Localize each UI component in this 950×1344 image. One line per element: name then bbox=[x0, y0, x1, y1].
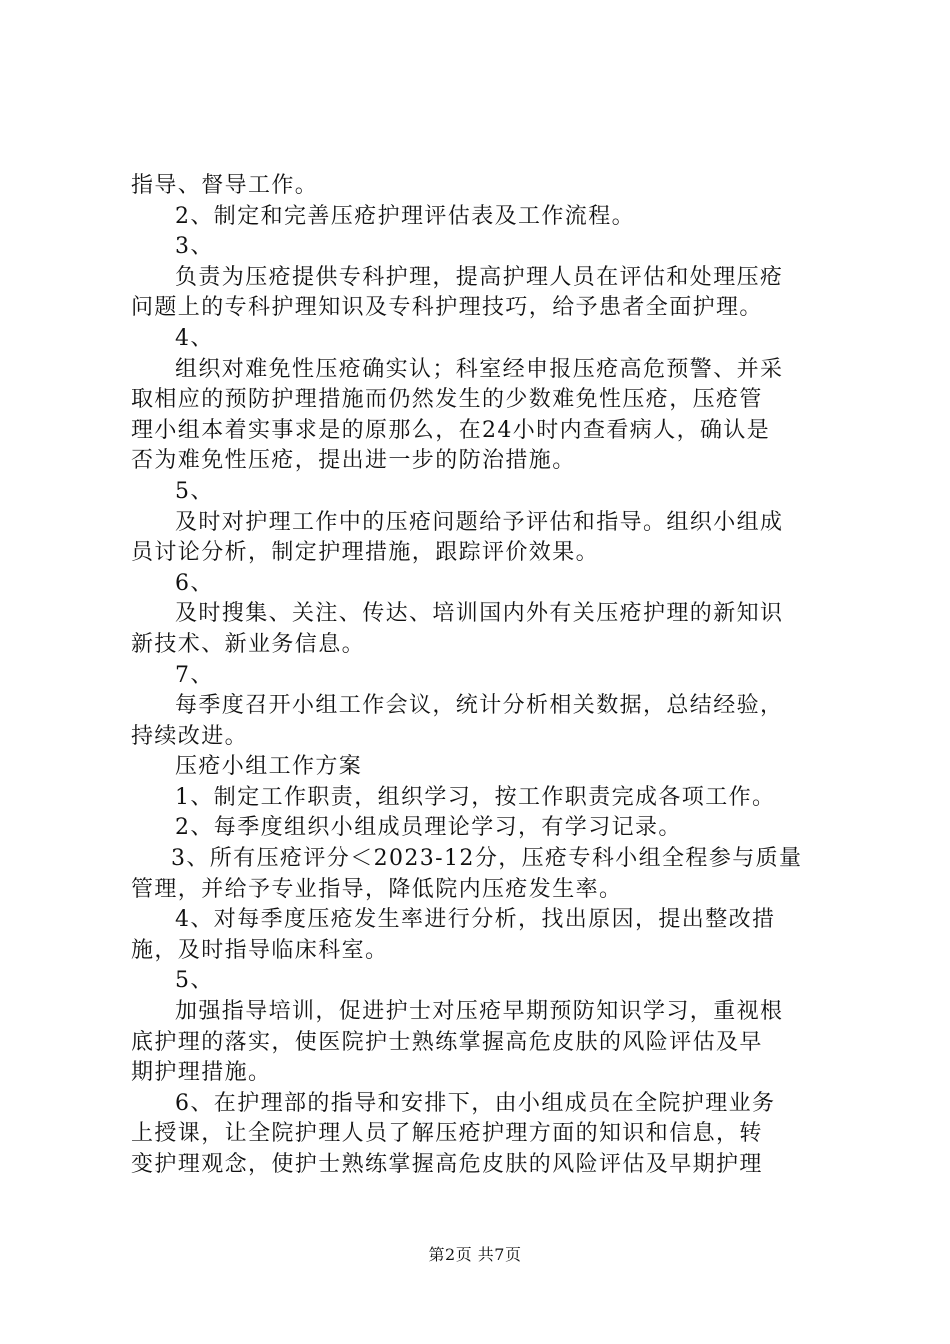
text-line: 组织对难免性压疮确实认；科室经申报压疮高危预警、并采 bbox=[175, 356, 784, 382]
text-line: 5、 bbox=[175, 968, 214, 994]
text-line: 6、在护理部的指导和安排下，由小组成员在全院护理业务 bbox=[175, 1090, 776, 1116]
text-line: 上授课，让全院护理人员了解压疮护理方面的知识和信息，转 bbox=[131, 1121, 763, 1147]
section-heading: 压疮小组工作方案 bbox=[175, 754, 363, 780]
text-line: 及时搜集、关注、传达、培训国内外有关压疮护理的新知识 bbox=[175, 601, 784, 627]
text-line: 1、制定工作职责，组织学习，按工作职责完成各项工作。 bbox=[175, 784, 776, 810]
text-line: 否为难免性压疮，提出进一步的防治措施。 bbox=[131, 448, 576, 474]
text-line: 指导、督导工作。 bbox=[131, 173, 319, 198]
text-line: 加强指导培训，促进护士对压疮早期预防知识学习，重视根 bbox=[175, 999, 784, 1025]
text-line: 问题上的专科护理知识及专科护理技巧，给予患者全面护理。 bbox=[131, 295, 763, 321]
text-line: 4、 bbox=[175, 325, 214, 351]
text-line: 持续改进。 bbox=[131, 723, 249, 749]
text-line: 5、 bbox=[175, 478, 214, 504]
document-body bbox=[131, 171, 831, 1181]
text-line: 3、所有压疮评分＜2023-12分，压疮专科小组全程参与质量 bbox=[171, 846, 803, 872]
text-line: 期护理措施。 bbox=[131, 1060, 272, 1086]
text-line: 施，及时指导临床科室。 bbox=[131, 937, 389, 963]
text-line: 7、 bbox=[175, 662, 214, 688]
text-line: 底护理的落实，使医院护士熟练掌握高危皮肤的风险评估及早 bbox=[131, 1029, 763, 1055]
text-line: 管理，并给予专业指导，降低院内压疮发生率。 bbox=[131, 876, 623, 902]
text-line: 负责为压疮提供专科护理，提高护理人员在评估和处理压疮 bbox=[175, 264, 784, 290]
text-line: 6、 bbox=[175, 570, 214, 596]
page-number-footer: 第2页 共7页 bbox=[428, 1245, 522, 1264]
text-line: 4、对每季度压疮发生率进行分析，找出原因，提出整改措 bbox=[175, 907, 776, 933]
text-line: 员讨论分析，制定护理措施，跟踪评价效果。 bbox=[131, 540, 600, 566]
text-line: 新技术、新业务信息。 bbox=[131, 631, 366, 657]
text-line: 及时对护理工作中的压疮问题给予评估和指导。组织小组成 bbox=[175, 509, 784, 535]
text-line: 每季度召开小组工作会议，统计分析相关数据，总结经验， bbox=[175, 693, 784, 719]
text-line: 3、 bbox=[175, 234, 214, 260]
text-line: 理小组本着实事求是的原那么，在24小时内查看病人，确认是 bbox=[131, 417, 771, 443]
text-line: 2、制定和完善压疮护理评估表及工作流程。 bbox=[175, 203, 635, 229]
text-line: 取相应的预防护理措施而仍然发生的少数难免性压疮，压疮管 bbox=[131, 387, 763, 413]
text-line: 2、每季度组织小组成员理论学习，有学习记录。 bbox=[175, 815, 682, 841]
text-line: 变护理观念，使护士熟练掌握高危皮肤的风险评估及早期护理 bbox=[131, 1152, 763, 1177]
